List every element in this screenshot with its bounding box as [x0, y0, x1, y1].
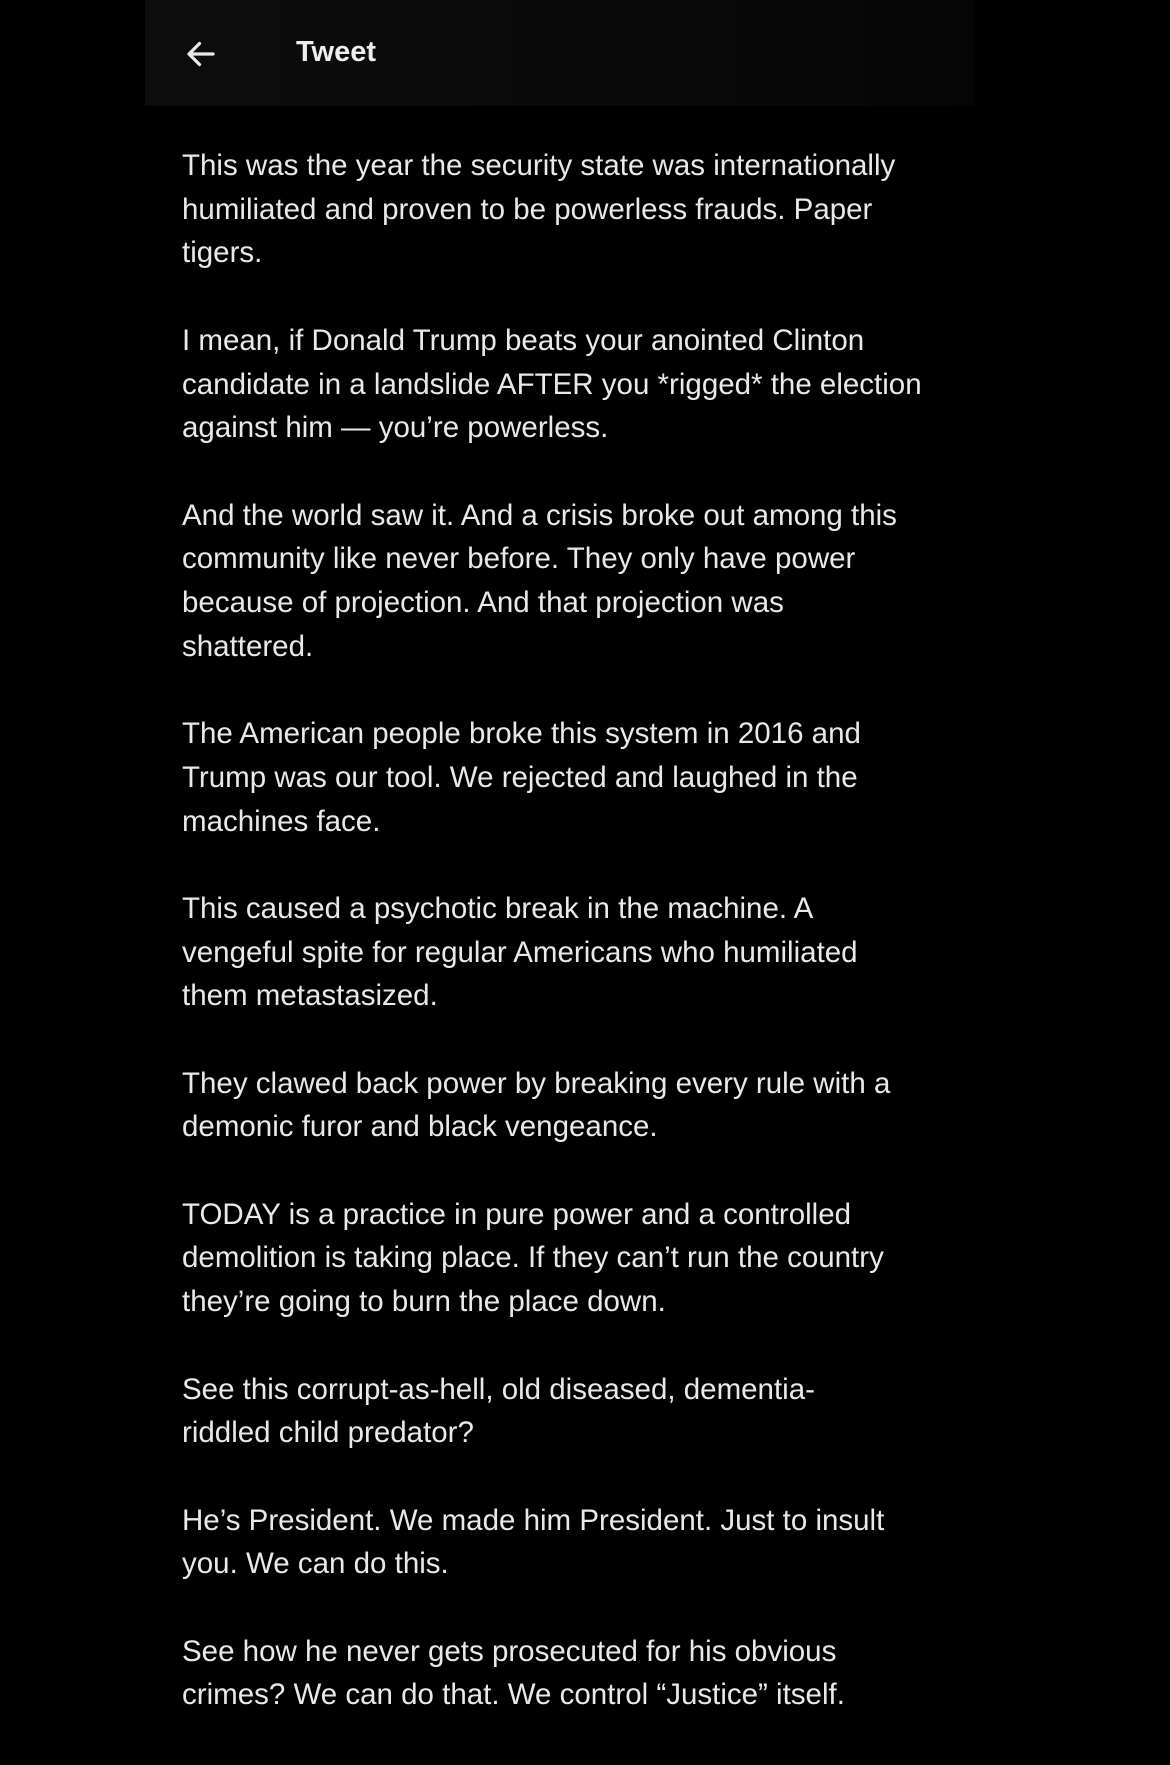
tweet-line: machines face.	[182, 804, 381, 838]
tweet-line: demonic furor and black vengeance.	[182, 1110, 658, 1144]
tweet-paragraph	[182, 1193, 982, 1324]
back-button[interactable]	[183, 36, 219, 72]
tweet-line: they’re going to burn the place down.	[182, 1285, 666, 1319]
tweet-paragraph	[182, 1499, 982, 1586]
tweet-line: The American people broke this system in 2016 and	[182, 717, 861, 751]
top-bar	[145, 0, 975, 106]
tweet-line: tigers.	[182, 236, 263, 270]
tweet-line: This caused a psychotic break in the machine. A	[182, 891, 814, 925]
tweet-line: And the world saw it. And a crisis broke out among this	[182, 498, 897, 532]
tweet-line: you. We can do this.	[182, 1547, 449, 1581]
tweet-line: See this corrupt-as-hell, old diseased, dementia-	[182, 1372, 815, 1406]
tweet-paragraph	[182, 319, 982, 450]
tweet-text	[182, 144, 982, 1761]
tweet-paragraph	[182, 1062, 982, 1149]
tweet-line: See how he never gets prosecuted for his obvious	[182, 1634, 837, 1668]
tweet-line: shattered.	[182, 629, 314, 663]
tweet-line: They clawed back power by breaking every rule with a	[182, 1066, 891, 1100]
tweet-line: them metastasized.	[182, 979, 438, 1013]
tweet-paragraph	[182, 144, 982, 275]
tweet-line: vengeful spite for regular Americans who humiliated	[182, 935, 858, 969]
tweet-line: candidate in a landslide AFTER you *rigged* the election	[182, 367, 922, 401]
tweet-paragraph	[182, 887, 982, 1018]
tweet-line: demolition is taking place. If they can’t run the country	[182, 1241, 884, 1275]
tweet-line: riddled child predator?	[182, 1416, 474, 1450]
tweet-line: humiliated and proven to be powerless frauds. Paper	[182, 192, 873, 226]
tweet-paragraph	[182, 1368, 982, 1455]
tweet-line: crimes? We can do that. We control “Justice” itself.	[182, 1678, 845, 1712]
arrow-left-icon	[183, 36, 219, 72]
tweet-paragraph	[182, 494, 982, 669]
tweet-line: I mean, if Donald Trump beats your anointed Clinton	[182, 323, 865, 357]
tweet-line: He’s President. We made him President. Just to insult	[182, 1503, 885, 1537]
tweet-paragraph	[182, 712, 982, 843]
tweet-line: because of projection. And that projection was	[182, 586, 784, 619]
tweet-line: This was the year the security state was internationally	[182, 149, 896, 182]
tweet-line: community like never before. They only have power	[182, 542, 856, 576]
tweet-line: Trump was our tool. We rejected and laughed in the	[182, 760, 858, 794]
tweet-line: TODAY is a practice in pure power and a controlled	[182, 1197, 852, 1231]
page-title: Tweet	[296, 36, 377, 68]
tweet-paragraph	[182, 1630, 982, 1717]
tweet-line: against him — you’re powerless.	[182, 411, 609, 445]
